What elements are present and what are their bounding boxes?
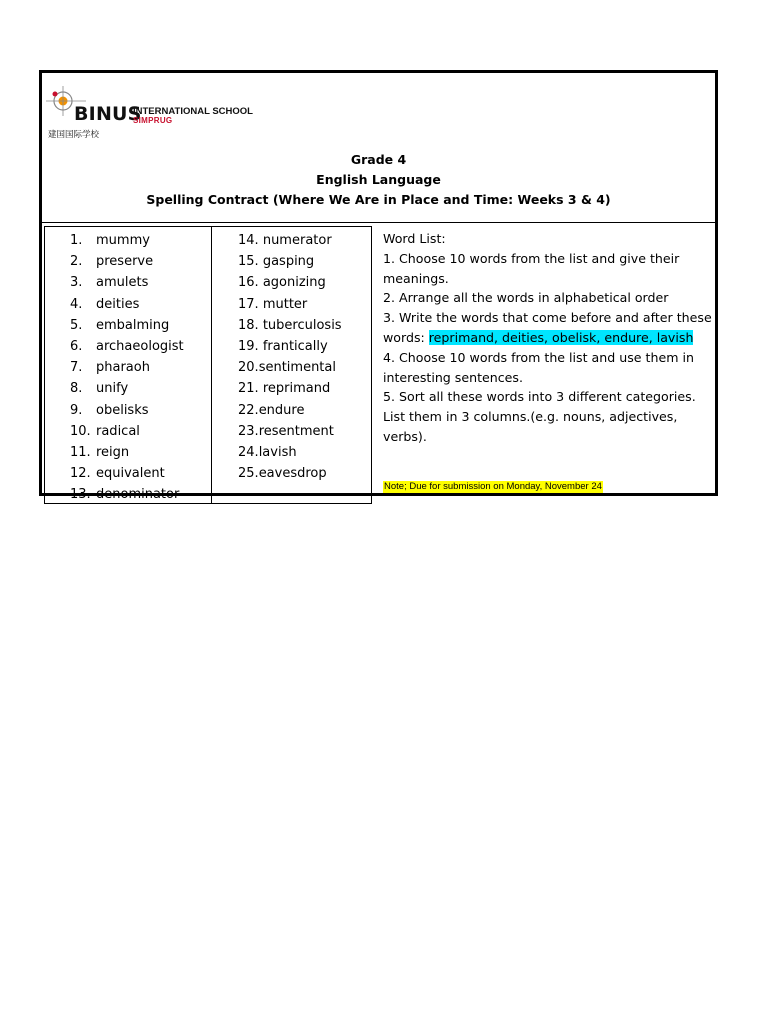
instruction-item-5: 5. Sort all these words into 3 different categories. List them in 3 columns.(e.g. nouns, adjectives, verbs). — [383, 389, 696, 444]
list-item: 20.sentimental — [238, 360, 336, 376]
school-logo — [46, 86, 253, 146]
list-item: 11. reign — [70, 444, 130, 460]
list-item: 17. mutter — [238, 296, 308, 312]
list-item: 10. radical — [70, 423, 140, 439]
list-item: 21. reprimand — [238, 381, 331, 397]
instruction-item-3: 3. Write the words that come before and after these words: reprimand, deities, obelisk, endure, lavish — [383, 310, 712, 345]
list-item: 4. deities — [70, 296, 140, 312]
list-item: 12. equivalent — [70, 466, 165, 482]
list-item: 6. archaeologist — [70, 338, 184, 354]
logo-brand: BINUS — [74, 103, 142, 125]
instruction-item-1: 1. Choose 10 words from the list and give their meanings. — [383, 250, 680, 286]
list-item: 13. denominator — [70, 487, 180, 500]
list-item: 23.resentment — [238, 423, 334, 439]
word-list-divider — [211, 226, 212, 504]
word-list-left — [48, 230, 210, 500]
list-item: 19. frantically — [238, 338, 328, 354]
grade-title: Grade 4 — [350, 152, 407, 167]
list-item: 14. numerator — [238, 233, 332, 248]
logo-campus: SIMPRUG — [133, 116, 173, 125]
title-block — [42, 150, 715, 210]
list-item: 22.endure — [238, 402, 305, 418]
subject-title: English Language — [316, 172, 441, 187]
list-item: 3. amulets — [70, 275, 149, 291]
contract-title: Spelling Contract (Where We Are in Place and Time: Weeks 3 & 4) — [146, 192, 611, 207]
due-date-note: Note; Due for submission on Monday, November 24 — [384, 481, 602, 492]
logo-school-name: INTERNATIONAL SCHOOL — [133, 106, 253, 117]
header-divider — [39, 222, 718, 223]
list-item: 1. mummy — [70, 233, 150, 248]
list-item: 25.eavesdrop — [238, 466, 327, 482]
list-item: 24.lavish — [238, 444, 297, 460]
instructions-block — [383, 229, 713, 447]
list-item: 16. agonizing — [238, 275, 326, 291]
list-item: 2. preserve — [70, 254, 154, 270]
logo-chinese-name: 建国国际学校 — [48, 130, 100, 140]
list-item: 8. unify — [70, 381, 129, 397]
list-item: 9. obelisks — [70, 402, 149, 418]
list-item: 18. tuberculosis — [238, 317, 342, 333]
list-item: 5. embalming — [70, 317, 170, 333]
list-item: 15. gasping — [238, 254, 315, 270]
word-list-right — [238, 230, 368, 484]
instruction-item-2: 2. Arrange all the words in alphabetical order — [383, 290, 669, 306]
instructions-heading: Word List: — [383, 231, 446, 246]
highlighted-words: reprimand, deities, obelisk, endure, lavish — [428, 329, 694, 345]
list-item: 7. pharaoh — [70, 360, 150, 376]
instruction-item-4: 4. Choose 10 words from the list and use them in interesting sentences. — [383, 349, 694, 385]
